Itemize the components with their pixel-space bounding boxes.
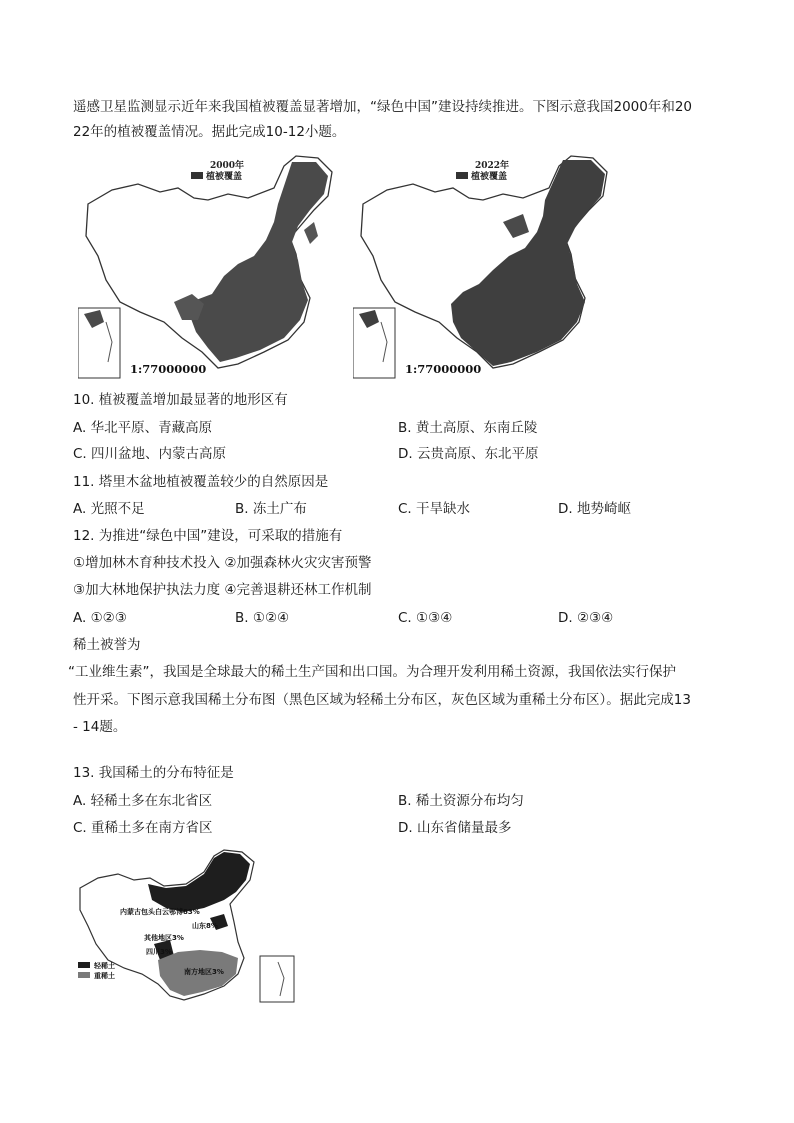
q12-option-a[interactable]: A. ①②③ bbox=[73, 610, 127, 626]
intro2-line-4: - 14题。 bbox=[73, 719, 127, 735]
intro-line-2: 22年的植被覆盖情况。据此完成10-12小题。 bbox=[73, 124, 346, 140]
rare-earth-map bbox=[74, 848, 299, 1008]
label-southern-regions: 南方地区3% bbox=[184, 968, 224, 976]
vegetation-map-2022 bbox=[353, 152, 615, 382]
q10-option-a[interactable]: A. 华北平原、青藏高原 bbox=[73, 420, 213, 436]
q11-option-b[interactable]: B. 冻土广布 bbox=[235, 501, 307, 517]
intro2-line-2: “工业维生素”，我国是全球最大的稀土生产国和出口国。为合理开发利用稀土资源，我国依法实行保护 bbox=[68, 664, 676, 680]
label-neimenggu: 内蒙古包头白云鄂博83% bbox=[120, 908, 200, 916]
q10-option-b[interactable]: B. 黄土高原、东南丘陵 bbox=[398, 420, 538, 436]
vegetation-map-2000 bbox=[78, 152, 340, 382]
label-shandong: 山东8% bbox=[192, 922, 218, 930]
q13-option-b[interactable]: B. 稀土资源分布均匀 bbox=[398, 793, 524, 809]
q12-item-line-2: ③加大林地保护执法力度 ④完善退耕还林工作机制 bbox=[73, 582, 372, 598]
intro-line-1: 遥感卫星监测显示近年来我国植被覆盖显著增加，“绿色中国”建设持续推进。下图示意我国2000年和20 bbox=[73, 99, 693, 115]
q12-stem: 12. 为推进“绿色中国”建设，可采取的措施有 bbox=[73, 528, 343, 544]
map-scale-2022: 1:77000000 bbox=[405, 362, 482, 376]
q12-option-d[interactable]: D. ②③④ bbox=[558, 610, 614, 626]
q11-option-c[interactable]: C. 干旱缺水 bbox=[398, 501, 471, 517]
map-scale-2000: 1:77000000 bbox=[130, 362, 207, 376]
label-other-regions: 其他地区3% bbox=[144, 934, 184, 942]
q13-option-c[interactable]: C. 重稀土多在南方省区 bbox=[73, 820, 213, 836]
q11-option-a[interactable]: A. 光照不足 bbox=[73, 501, 145, 517]
q11-stem: 11. 塔里木盆地植被覆盖较少的自然原因是 bbox=[73, 474, 329, 490]
intro2-line-1: 稀土被誉为 bbox=[73, 637, 141, 653]
legend-swatch-light bbox=[78, 962, 90, 968]
q12-item-line-1: ①增加林木育种技术投入 ②加强森林火灾灾害预警 bbox=[73, 555, 372, 571]
map-legend-2000: 植被覆盖 bbox=[206, 172, 243, 182]
map-year-2000: 2000年 bbox=[210, 161, 245, 171]
legend-swatch-2022 bbox=[456, 172, 468, 179]
legend-swatch-heavy bbox=[78, 972, 90, 978]
label-sichuan: 四川3% bbox=[146, 948, 172, 956]
q10-option-c[interactable]: C. 四川盆地、内蒙古高原 bbox=[73, 446, 227, 462]
legend-heavy-label: 重稀土 bbox=[94, 972, 115, 980]
q10-option-d[interactable]: D. 云贵高原、东北平原 bbox=[398, 446, 539, 462]
q13-option-d[interactable]: D. 山东省储量最多 bbox=[398, 820, 512, 836]
q12-option-b[interactable]: B. ①②④ bbox=[235, 610, 290, 626]
legend-swatch-2000 bbox=[191, 172, 203, 179]
vegetation-patch-2000-b bbox=[304, 222, 318, 244]
intro2-line-3: 性开采。下图示意我国稀土分布图（黑色区域为轻稀土分布区，灰色区域为重稀土分布区）。据此完成13 bbox=[73, 692, 691, 708]
q11-option-d[interactable]: D. 地势崎岖 bbox=[558, 501, 631, 517]
q13-stem: 13. 我国稀土的分布特征是 bbox=[73, 765, 234, 781]
legend-light-label: 轻稀土 bbox=[94, 962, 115, 970]
map-year-2022: 2022年 bbox=[475, 161, 510, 171]
light-rare-earth-north bbox=[148, 852, 250, 912]
q13-option-a[interactable]: A. 轻稀土多在东北省区 bbox=[73, 793, 213, 809]
map-legend-2022: 植被覆盖 bbox=[471, 172, 508, 182]
q12-option-c[interactable]: C. ①③④ bbox=[398, 610, 453, 626]
south-china-sea-inset-rare bbox=[260, 956, 294, 1002]
q10-stem: 10. 植被覆盖增加最显著的地形区有 bbox=[73, 392, 288, 408]
